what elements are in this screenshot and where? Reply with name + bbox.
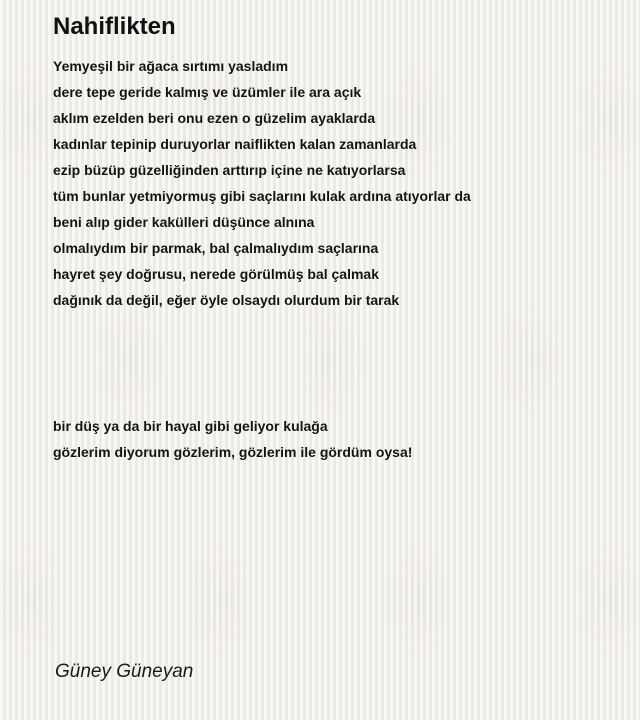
- poem-line: kadınlar tepinip duruyorlar naiflikten kalan zamanlarda: [53, 136, 417, 152]
- poem-line: gözlerim diyorum gözlerim, gözlerim ile gördüm oysa!: [53, 444, 413, 460]
- poem-line: tüm bunlar yetmiyormuş gibi saçlarını kulak ardına atıyorlar da: [53, 188, 471, 204]
- poem-title: Nahiflikten: [53, 13, 176, 40]
- poem-line: dere tepe geride kalmış ve üzümler ile ara açık: [53, 84, 362, 100]
- poem-line: beni alıp gider kakülleri düşünce alnına: [53, 214, 315, 230]
- poem-line: dağınık da değil, eğer öyle olsaydı olurdum bir tarak: [53, 292, 400, 308]
- poem-line: bir düş ya da bir hayal gibi geliyor kulağa: [53, 418, 328, 434]
- poem-line: ezip büzüp güzelliğinden arttırıp içine ne katıyorlarsa: [53, 162, 406, 178]
- poem-stanza-2: [53, 413, 412, 465]
- poem-line: Yemyeşil bir ağaca sırtımı yasladım: [53, 58, 289, 74]
- poem-author: Güney Güneyan: [55, 661, 194, 682]
- poem-stanza-1: [53, 53, 471, 313]
- poem-line: aklım ezelden beri onu ezen o güzelim ayaklarda: [53, 110, 376, 126]
- poem-line: olmalıydım bir parmak, bal çalmalıydım saçlarına: [53, 240, 379, 256]
- poem-line: hayret şey doğrusu, nerede görülmüş bal çalmak: [53, 266, 379, 282]
